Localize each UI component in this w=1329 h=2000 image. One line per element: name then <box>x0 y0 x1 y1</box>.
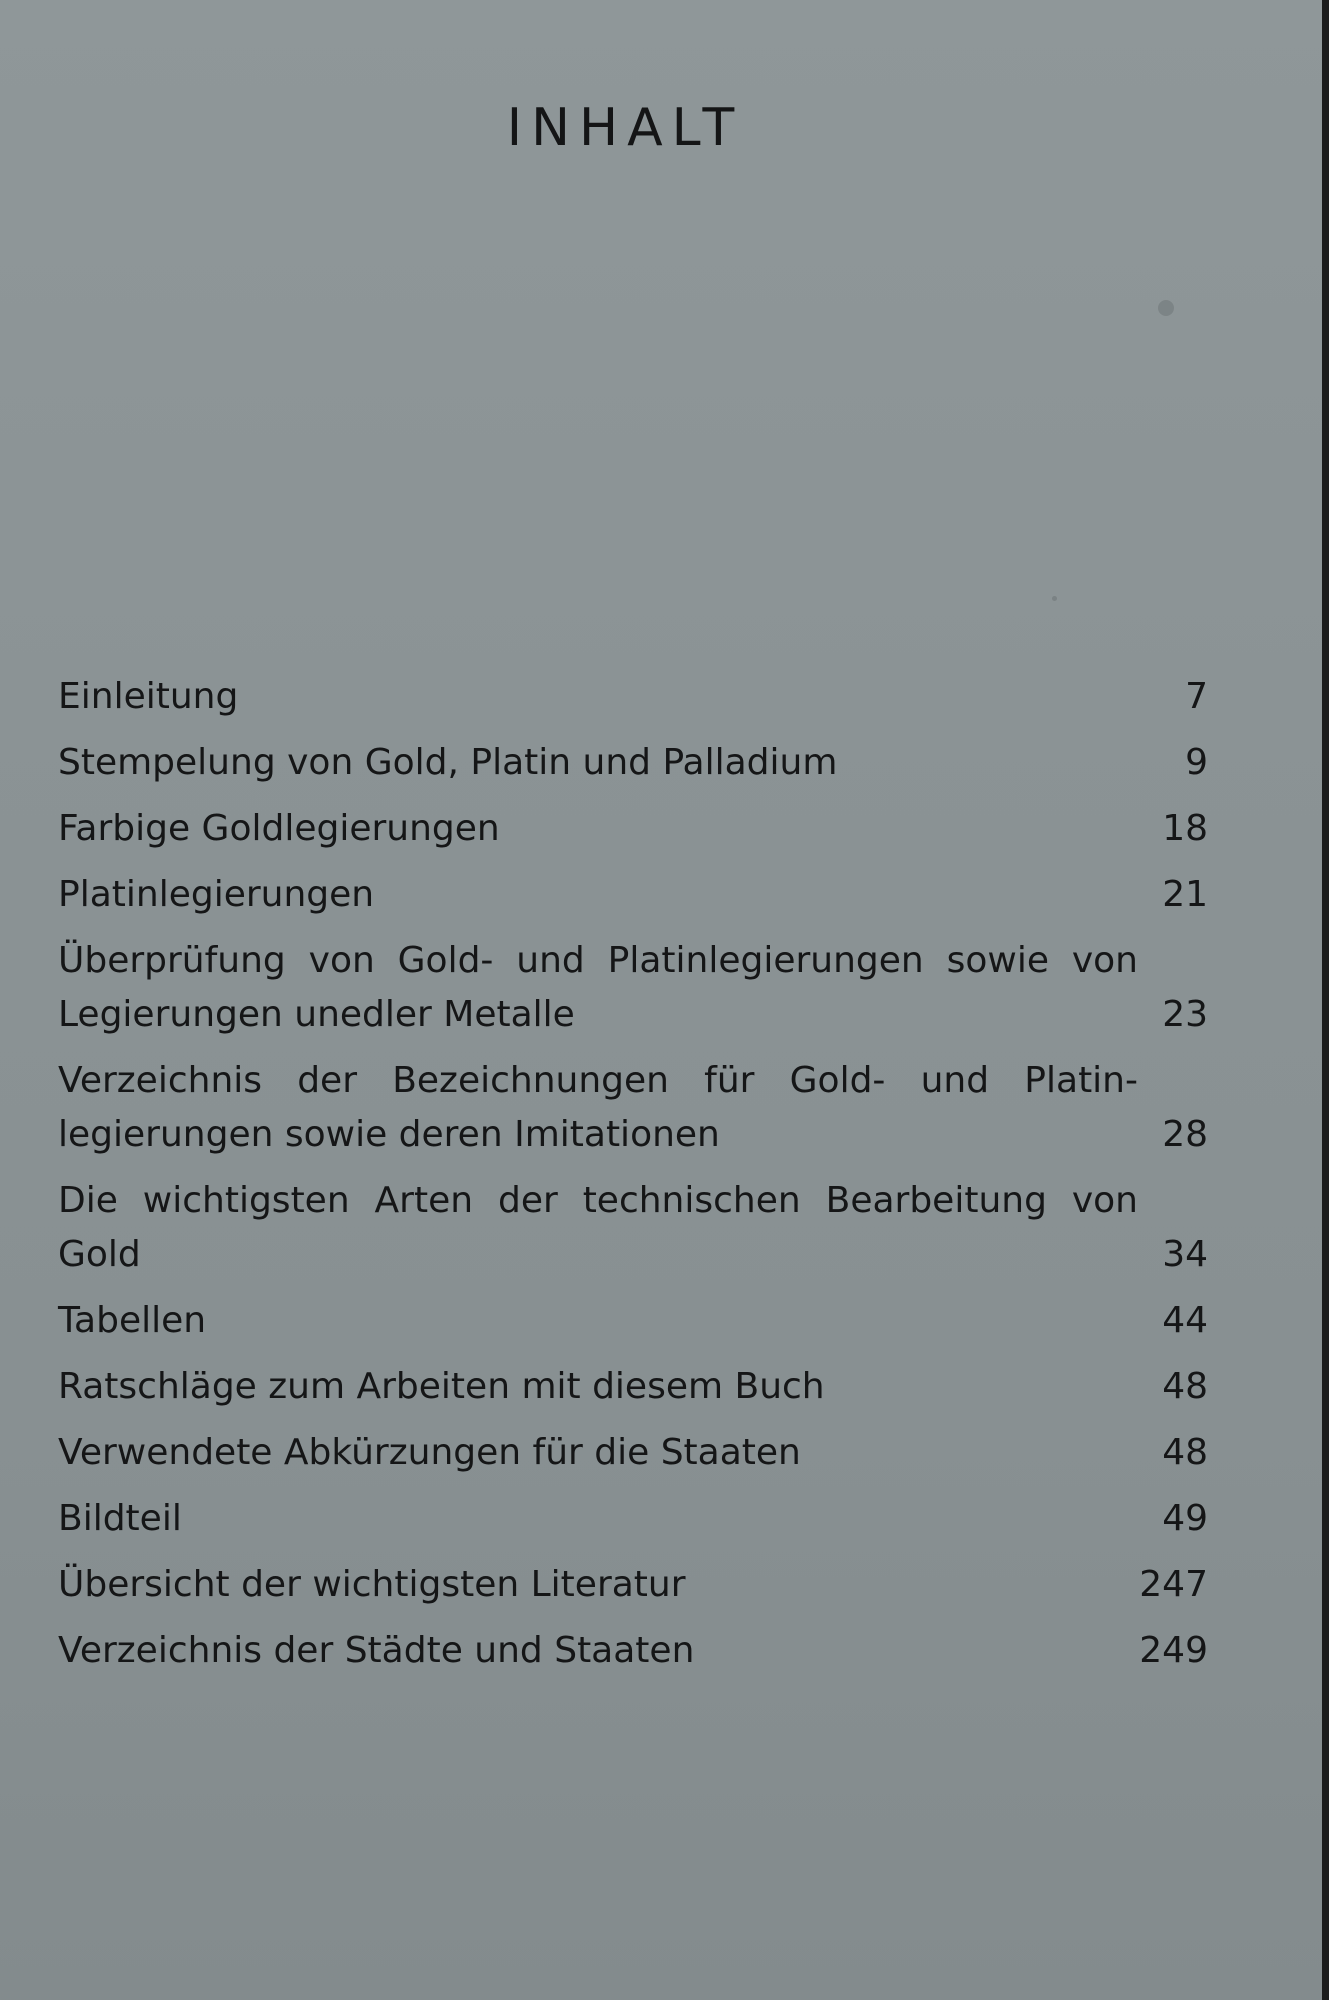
toc-entry-title: Bildteil <box>58 1498 182 1539</box>
toc-entry-page: 249 <box>1139 1630 1208 1671</box>
toc-entry-abkuerzungen[interactable] <box>58 1426 1208 1480</box>
toc-entry-title: Einleitung <box>58 676 239 717</box>
paper-speck <box>1158 300 1174 316</box>
toc-entry-page: 48 <box>1162 1366 1208 1407</box>
toc-entry-bearbeitung[interactable] <box>58 1174 1208 1282</box>
toc-entry-farbige-goldlegierungen[interactable] <box>58 802 1208 856</box>
toc-entry-ratschlaege[interactable] <box>58 1360 1208 1414</box>
toc-entry-page: 48 <box>1162 1432 1208 1473</box>
toc-entry-bildteil[interactable] <box>58 1492 1208 1546</box>
toc-entry-tabellen[interactable] <box>58 1294 1208 1348</box>
table-of-contents <box>58 670 1208 1690</box>
toc-entry-staedte-staaten[interactable] <box>58 1624 1208 1678</box>
toc-entry-title: Ratschläge zum Arbeiten mit diesem Buch <box>58 1366 825 1407</box>
toc-entry-page: 28 <box>1162 1114 1208 1155</box>
toc-entry-page: 23 <box>1162 994 1208 1035</box>
toc-entry-title: Stempelung von Gold, Platin und Palladium <box>58 742 838 783</box>
toc-entry-page: 18 <box>1162 808 1208 849</box>
toc-entry-title: Übersicht der wichtigsten Literatur <box>58 1564 686 1605</box>
toc-entry-ueberpruefung[interactable] <box>58 934 1208 1042</box>
toc-entry-title: Verwendete Abkürzungen für die Staaten <box>58 1432 801 1473</box>
toc-entry-title: Farbige Goldlegierungen <box>58 808 500 849</box>
toc-entry-page: 247 <box>1139 1564 1208 1605</box>
toc-entry-page: 9 <box>1185 742 1208 783</box>
toc-entry-literatur[interactable] <box>58 1558 1208 1612</box>
toc-entry-title: Überprüfung von Gold- und Platinlegierungen sowie von Legierungen unedler Metalle <box>58 940 1138 1035</box>
toc-entry-page: 44 <box>1162 1300 1208 1341</box>
toc-entry-title: Verzeichnis der Bezeichnungen für Gold- und Platin-legierungen sowie deren Imitationen <box>58 1060 1138 1155</box>
toc-entry-title: Tabellen <box>58 1300 207 1341</box>
toc-entry-page: 34 <box>1162 1234 1208 1275</box>
toc-entry-page: 7 <box>1185 676 1208 717</box>
toc-entry-page: 21 <box>1162 874 1208 915</box>
paper-speck <box>1052 596 1057 601</box>
toc-entry-title: Die wichtigsten Arten der technischen Bearbeitung von Gold <box>58 1180 1138 1275</box>
toc-entry-title: Platinlegierungen <box>58 874 375 915</box>
toc-entry-page: 49 <box>1162 1498 1208 1539</box>
toc-entry-title: Verzeichnis der Städte und Staaten <box>58 1630 695 1671</box>
toc-entry-einleitung[interactable] <box>58 670 1208 724</box>
toc-entry-stempelung[interactable] <box>58 736 1208 790</box>
toc-entry-verzeichnis-bezeichnungen[interactable] <box>58 1054 1208 1162</box>
page-title: INHALT <box>506 98 744 158</box>
toc-entry-platinlegierungen[interactable] <box>58 868 1208 922</box>
